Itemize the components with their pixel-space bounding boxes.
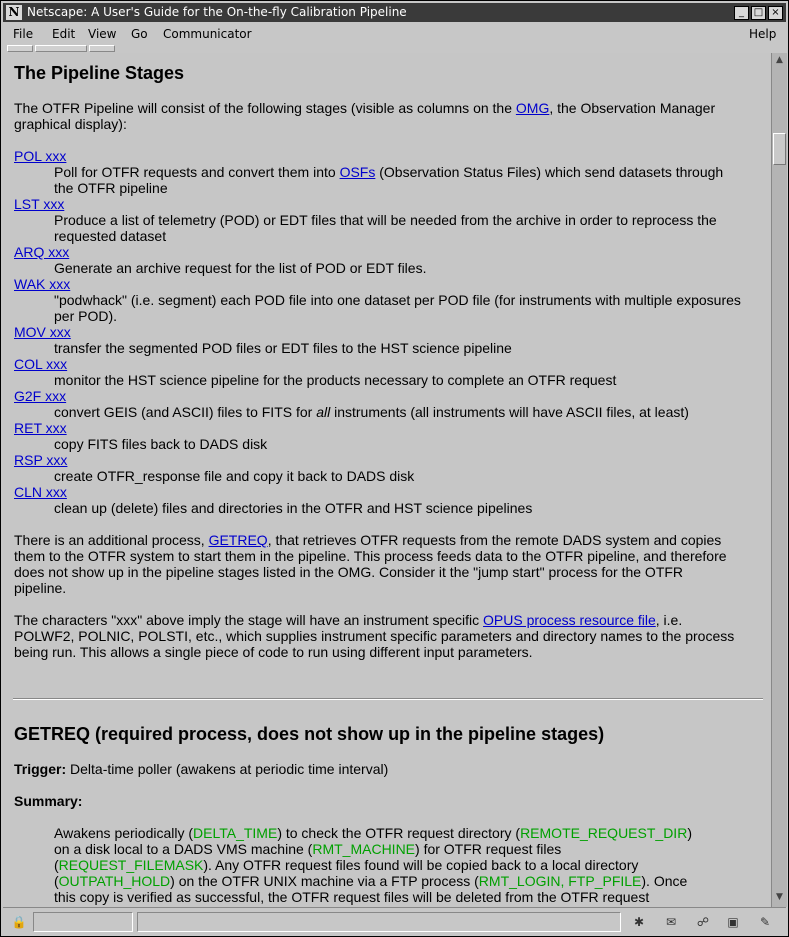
menu-help[interactable]: Help xyxy=(749,27,777,41)
resource-keyword: REQUEST_FILEMASK xyxy=(58,857,204,873)
composer-icon[interactable]: ▣ xyxy=(727,915,739,929)
page-title: The Pipeline Stages xyxy=(14,63,185,83)
menu-file[interactable]: File xyxy=(13,27,34,41)
intro-text: The OTFR Pipeline will consist of the following stages (visible as columns on the xyxy=(14,100,516,116)
opus-resource-link[interactable]: OPUS process resource file xyxy=(483,612,656,628)
summary-text: ). Any OTFR request files found will be copied back to a local directory xyxy=(203,857,639,873)
status-message xyxy=(137,912,621,932)
intro-text: , the Observation Manager xyxy=(549,100,716,116)
stage-link-ret[interactable]: RET xxx xyxy=(14,420,67,436)
stage-desc xyxy=(54,404,689,420)
menu-bar xyxy=(3,23,786,45)
resource-keyword: RMT_LOGIN, FTP_PFILE xyxy=(478,873,642,889)
summary-line xyxy=(54,841,561,857)
stage-link-arq[interactable]: ARQ xxx xyxy=(14,244,70,260)
discussion-icon[interactable]: ☍ xyxy=(696,915,710,929)
getreq-link[interactable]: GETREQ xyxy=(208,532,268,548)
stage-desc: "podwhack" (i.e. segment) each POD file into one dataset per POD file (for instruments with multiple exposures xyxy=(54,292,741,308)
paragraph-text: , that retrieves OTFR requests from the remote DADS system and copies xyxy=(267,532,722,548)
stage-desc: transfer the segmented POD files or EDT files to the HST science pipeline xyxy=(54,340,512,356)
minimize-button[interactable]: _ xyxy=(734,6,749,20)
component-bar-icon[interactable]: ✎ xyxy=(759,915,771,929)
page-content xyxy=(3,53,771,907)
summary-text: Awakens periodically ( xyxy=(54,825,194,841)
menu-communicator[interactable]: Communicator xyxy=(163,27,252,41)
stage-desc: Generate an archive request for the list of POD or EDT files. xyxy=(54,260,427,276)
summary-line xyxy=(54,825,692,841)
summary-text: ( xyxy=(54,873,59,889)
stage-desc xyxy=(54,164,723,180)
getreq-heading: GETREQ (required process, does not show up in the pipeline stages) xyxy=(14,724,605,744)
trigger-line xyxy=(14,761,388,777)
paragraph-line: pipeline. xyxy=(14,580,67,596)
summary-text: on a disk local to a DADS VMS machine ( xyxy=(54,841,313,857)
trigger-text: Delta-time poller (awakens at periodic time interval) xyxy=(66,761,389,777)
menu-go[interactable]: Go xyxy=(131,27,148,41)
stage-desc: Produce a list of telemetry (POD) or EDT files that will be needed from the archive in order to reprocess the xyxy=(54,212,717,228)
summary-text: ) xyxy=(687,825,692,841)
stage-desc: per POD). xyxy=(54,308,118,324)
navigator-icon[interactable]: ✱ xyxy=(633,915,645,929)
title-bar[interactable] xyxy=(3,3,786,22)
close-button[interactable]: × xyxy=(768,6,783,20)
stage-link-cln[interactable]: CLN xxx xyxy=(14,484,67,500)
paragraph-line: being run. This allows a single piece of code to run using different input parameters. xyxy=(14,644,533,660)
stage-desc-text: instruments (all instruments will have ASCII files, at least) xyxy=(330,404,689,420)
stage-desc-emphasis: all xyxy=(316,404,331,420)
paragraph-line: does not show up in the pipeline stages listed in the OMG. Consider it the "jump start" process for the OTFR xyxy=(14,564,684,580)
toolbar-handle[interactable] xyxy=(35,45,87,52)
stage-desc: clean up (delete) files and directories in the OTFR and HST science pipelines xyxy=(54,500,533,516)
horizontal-rule xyxy=(13,698,763,700)
stage-link-wak[interactable]: WAK xxx xyxy=(14,276,71,292)
vertical-scrollbar[interactable] xyxy=(771,53,787,907)
netscape-logo: N xyxy=(6,5,22,20)
osfs-link[interactable]: OSFs xyxy=(339,164,376,180)
paragraph-line: POLWF2, POLNIC, POLSTI, etc., which supplies instrument specific parameters and directory names to the process xyxy=(14,628,735,644)
menu-edit[interactable]: Edit xyxy=(52,27,76,41)
stage-desc: the OTFR pipeline xyxy=(54,180,168,196)
stage-link-g2f[interactable]: G2F xxx xyxy=(14,388,67,404)
stage-link-col[interactable]: COL xxx xyxy=(14,356,68,372)
omg-link[interactable]: OMG xyxy=(515,100,550,116)
security-lock-icon[interactable]: 🔒 xyxy=(11,915,27,929)
stage-desc-text: (Observation Status Files) which send datasets through xyxy=(375,164,724,180)
stage-desc: monitor the HST science pipeline for the products necessary to complete an OTFR request xyxy=(54,372,617,388)
summary-text: ). Once xyxy=(641,873,688,889)
scroll-up-arrow-icon[interactable]: ▲ xyxy=(776,55,783,65)
scroll-thumb[interactable] xyxy=(773,133,786,165)
characters-paragraph xyxy=(14,612,682,628)
paragraph-text: The characters "xxx" above imply the stage will have an instrument specific xyxy=(14,612,484,628)
stage-desc-text: convert GEIS (and ASCII) files to FITS for xyxy=(54,404,317,420)
summary-text: ( xyxy=(54,857,59,873)
status-progress xyxy=(33,912,133,932)
stage-desc: copy FITS files back to DADS disk xyxy=(54,436,268,452)
stage-link-rsp[interactable]: RSP xxx xyxy=(14,452,68,468)
stage-desc: requested dataset xyxy=(54,228,167,244)
trigger-label: Trigger: xyxy=(14,761,67,777)
intro-paragraph xyxy=(14,100,715,116)
paragraph-line: them to the OTFR system to start them in the pipeline. This process feeds data to the OTFR pipeline, and therefore xyxy=(14,548,727,564)
stage-desc: create OTFR_response file and copy it back to DADS disk xyxy=(54,468,415,484)
stage-link-pol[interactable]: POL xxx xyxy=(14,148,67,164)
toolbar-handle[interactable] xyxy=(89,45,115,52)
paragraph-text: , i.e. xyxy=(655,612,683,628)
toolbar-handles xyxy=(7,45,117,53)
resource-keyword: OUTPATH_HOLD xyxy=(58,873,171,889)
summary-line xyxy=(54,857,638,873)
summary-text: ) for OTFR request files xyxy=(415,841,562,857)
toolbar-handle[interactable] xyxy=(7,45,33,52)
resource-keyword: RMT_MACHINE xyxy=(312,841,416,857)
menu-view[interactable]: View xyxy=(88,27,117,41)
resource-keyword: DELTA_TIME xyxy=(193,825,278,841)
intro-line2: graphical display): xyxy=(14,116,127,132)
stage-desc-text: Poll for OTFR requests and convert them into xyxy=(54,164,340,180)
stage-link-lst[interactable]: LST xxx xyxy=(14,196,65,212)
stage-link-mov[interactable]: MOV xxx xyxy=(14,324,71,340)
summary-text: ) to check the OTFR request directory ( xyxy=(277,825,521,841)
scroll-down-arrow-icon[interactable]: ▼ xyxy=(776,892,783,902)
status-bar xyxy=(3,907,786,935)
maximize-button[interactable]: □ xyxy=(751,6,766,20)
summary-line xyxy=(54,873,687,889)
paragraph-text: There is an additional process, xyxy=(14,532,209,548)
summary-line: this copy is verified as successful, the OTFR request files will be deleted from the OTFR request xyxy=(54,889,650,905)
window-title: Netscape: A User's Guide for the On-the-fly Calibration Pipeline xyxy=(27,5,407,19)
additional-paragraph xyxy=(14,532,721,548)
summary-label: Summary: xyxy=(14,793,83,809)
mail-icon[interactable]: ✉ xyxy=(665,915,677,929)
resource-keyword: REMOTE_REQUEST_DIR xyxy=(520,825,688,841)
summary-text: ) on the OTFR UNIX machine via a FTP process ( xyxy=(170,873,479,889)
